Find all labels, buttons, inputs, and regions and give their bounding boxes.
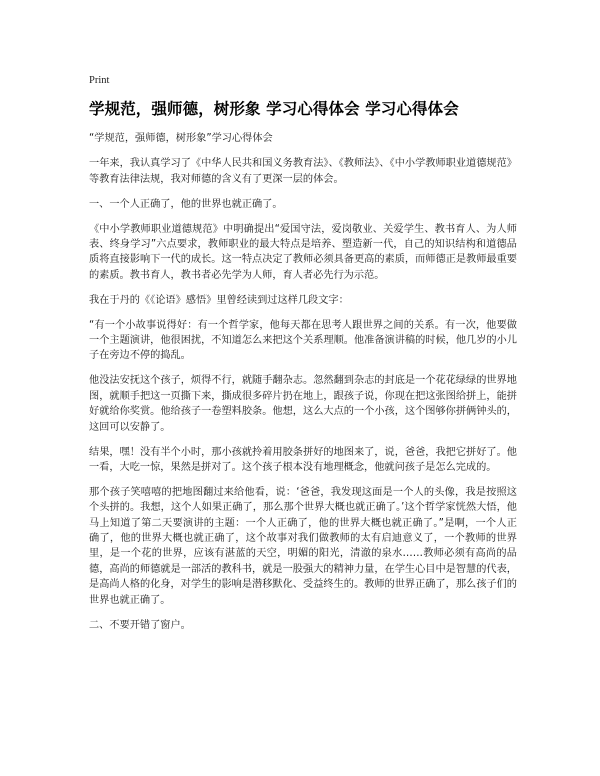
paragraph-story-2: 他没法安抚这个孩子，烦得不行，就随手翻杂志。忽然翻到杂志的封底是一个花花绿绿的世界地图，就顺手把这一页撕下来，撕成很多碎片扔在地上，跟孩子说，你现在把这张图给拼上，能拼好就给你奖赏。他给孩子一卷塑料胶条。他想，这么大点的一个小孩，这个图够你拼俩钟头的，这回可以安静了。 (89, 375, 517, 433)
paragraph-story-1: “有一个小故事说得好：有一个哲学家，他每天都在思考人跟世界之间的关系。有一次，他要做一个主题演讲，他很困扰，不知道怎么来把这个关系理顺。他准备演讲稿的时候，他几岁的小儿子在旁边不停的捣乱。 (89, 319, 517, 362)
paragraph-story-4: 那个孩子笑嘻嘻的把地图翻过来给他看，说：‘爸爸，我发现这面是一个人的头像，我是按照这个头拼的。我想，这个人如果正确了，那么那个世界大概也就正确了。’这个哲学家恍然大悟，他马上知道了第二天要演讲的主题：一个人正确了，他的世界大概也就正确了。”是啊，一个人正确了，他的世界大概也就正确了，这个故事对我们做教师的太有启迪意义了，一个教师的世界里，是一个花的世界，应该有湛蓝的天空，明媚的阳光，清澈的泉水……教师必须有高尚的品德，高尚的师德就是一部活的教科书，就是一股强大的精神力量，在学生心目中是智慧的代表，是高尚人格的化身，对学生的影响是潜移默化、受益终生的。教师的世界正确了，那么孩子们的世界也就正确了。 (89, 486, 517, 606)
paragraph-intro: 一年来，我认真学习了《中华人民共和国义务教育法》、《教师法》、《中小学教师职业道德规范》等教育法律法规，我对师德的含义有了更深一层的体会。 (89, 158, 517, 185)
document-page (89, 68, 517, 642)
paragraph-story-3: 结果，嘿！没有半个小时，那小孩就拎着用胶条拼好的地图来了，说，爸爸，我把它拼好了。他一看，大吃一惊，果然是拼对了。这个孩子根本没有地理概念，他就问孩子是怎么完成的。 (89, 446, 517, 473)
paragraph-quote-intro: 我在于丹的《《论语》感悟》里曾经读到过这样几段文字： (89, 294, 349, 306)
section-heading-2: 二、不要开错了窗户。 (89, 619, 191, 631)
document-subtitle: “学规范，强师德，树形象”学习心得体会 (89, 133, 273, 144)
section-heading-1: 一、一个人正确了，他的世界也就正确了。 (89, 198, 283, 210)
paragraph-code-of-ethics: 《中小学教师职业道德规范》中明确提出“爱国守法，爱岗敬业、关爱学生、教书育人、为人师表、终身学习”六点要求，教师职业的最大特点是培养、塑造新一代，自己的知识结构和道德品质将直接影响下一代的成长。这一特点决定了教师必须具备更高的素质，而师德正是教师最重要的素质。教书育人，教书者必先学为人师，育人者必先行为示范。 (89, 223, 517, 281)
print-link[interactable]: Print (89, 75, 110, 86)
document-title: 学规范，强师德，树形象 学习心得体会 学习心得体会 (89, 100, 459, 118)
